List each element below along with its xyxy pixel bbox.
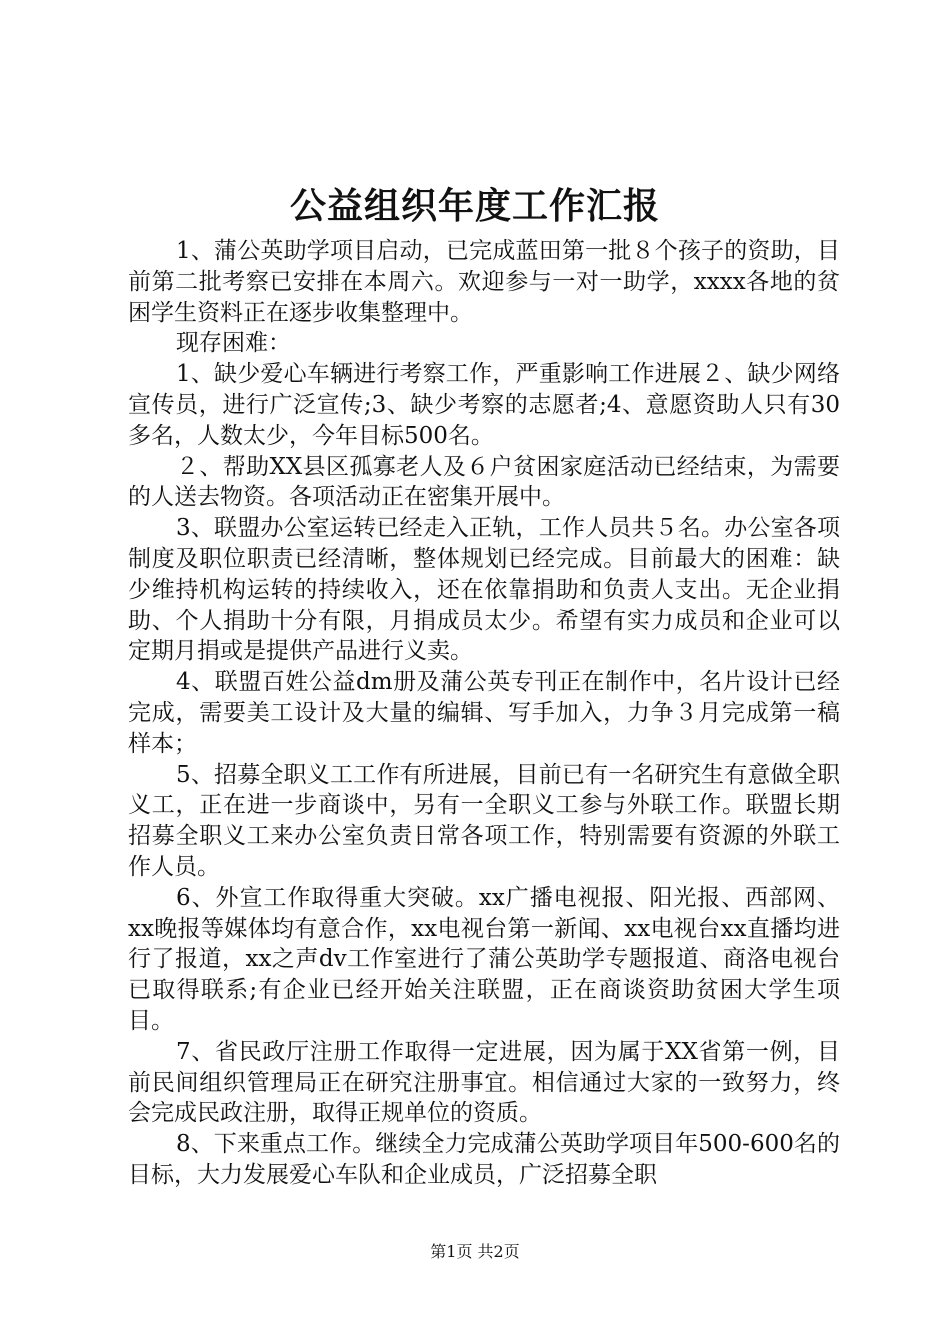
paragraph-7: 7、省民政厅注册工作取得一定进展，因为属于XX省第一例，目前民间组织管理局正在研究注册事宜。相信通过大家的一致努力，终会完成民政注册，取得正规单位的资质。	[128, 1038, 840, 1127]
paragraph-2: ２、帮助XX县区孤寡老人及６户贫困家庭活动已经结束，为需要的人送去物资。各项活动正在密集开展中。	[128, 453, 840, 511]
document-title: 公益组织年度工作汇报	[289, 185, 660, 227]
paragraph-difficulties-heading: 现存困难：	[176, 330, 291, 357]
document-body	[128, 236, 840, 1191]
page-footer: 第1页 共2页	[430, 1242, 520, 1261]
paragraph-4: 4、联盟百姓公益dm册及蒲公英专刊正在制作中，名片设计已经完成，需要美工设计及大量的编辑、写手加入，力争３月完成第一稿样本；	[128, 669, 840, 757]
paragraph-difficulties-list: 1、缺少爱心车辆进行考察工作，严重影响工作进展２、缺少网络宣传员，进行广泛宣传;3、缺少考察的志愿者;4、意愿资助人只有30多名，人数太少，今年目标500名。	[128, 361, 840, 449]
paragraph-8: 8、下来重点工作。继续全力完成蒲公英助学项目年500-600名的目标，大力发展爱心车队和企业成员，广泛招募全职	[128, 1131, 840, 1188]
paragraph-5: 5、招募全职义工工作有所进展，目前已有一名研究生有意做全职义工，正在进一步商谈中，另有一全职义工参与外联工作。联盟长期招募全职义工来办公室负责日常各项工作，特别需要有资源的外联工作人员。	[128, 761, 840, 880]
paragraph-3: 3、联盟办公室运转已经走入正轨，工作人员共５名。办公室各项制度及职位职责已经清晰，整体规划已经完成。目前最大的困难：缺少维持机构运转的持续收入，还在依靠捐助和负责人支出。无企业捐助、个人捐助十分有限，月捐成员太少。希望有实力成员和企业可以定期月捐或是提供产品进行义卖。	[128, 515, 840, 665]
paragraph-6: 6、外宣工作取得重大突破。xx广播电视报、阳光报、西部网、xx晚报等媒体均有意合作，xx电视台第一新闻、xx电视台xx直播均进行了报道，xx之声dv工作室进行了蒲公英助学专题报道、商洛电视台已取得联系;有企业已经开始关注联盟，正在商谈资助贫困大学生项目。	[128, 884, 840, 1034]
paragraph-1: 1、蒲公英助学项目启动，已完成蓝田第一批８个孩子的资助，目前第二批考察已安排在本周六。欢迎参与一对一助学，xxxx各地的贫困学生资料正在逐步收集整理中。	[128, 238, 840, 326]
